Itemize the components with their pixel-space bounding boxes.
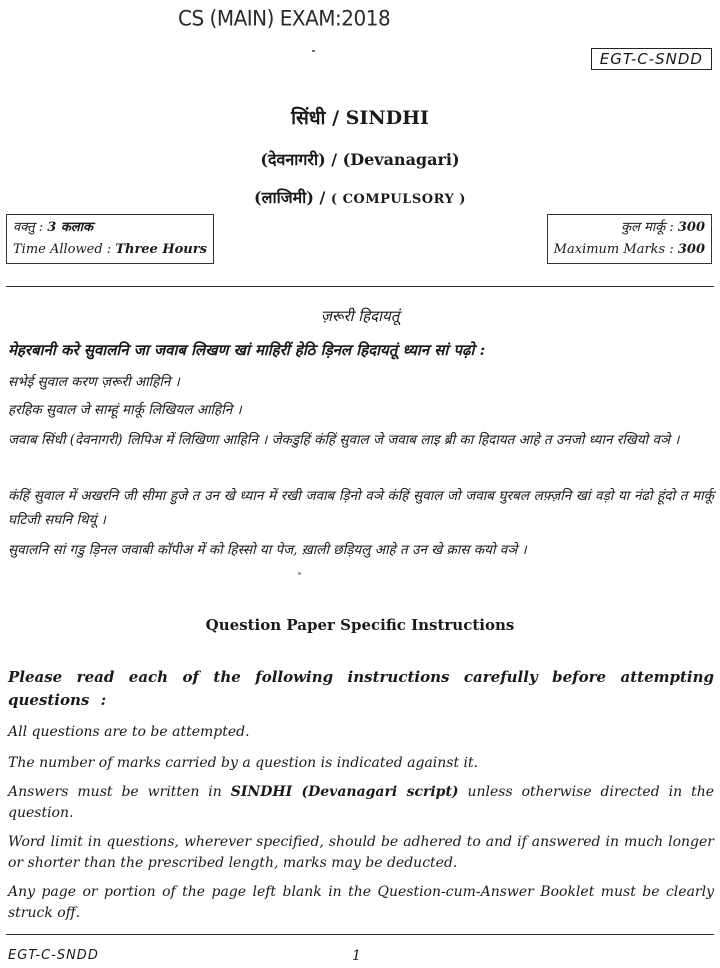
footer-paper-code: EGT-C-SNDD [8, 948, 99, 963]
hindi-instructions-heading: ज़रूरी हिदायतूं [320, 307, 400, 325]
english-instruction-2: The number of marks carried by a question is indicated against it. [8, 755, 479, 771]
english-instruction-3: Answers must be written in SINDHI (Devanagari script) unless otherwise directed in the question. [8, 784, 715, 821]
marks-en: Maximum Marks : 300 [553, 242, 705, 257]
script-subtitle: (देवनागरी) / (Devanagari) [260, 150, 460, 169]
english-instruction-5: Any page or portion of the page left blank in the Question-cum-Answer Booklet must be clearly struck off. [8, 884, 714, 921]
hindi-instruction-3: जवाब सिंधी (देवनागरी) लिपिअ में लिखिणा आहिनि । जेकडुहिं कंहिं सुवाल जे जवाब लाइ ब्री का हिदायत आहे त उनजो ध्यान रखियो वञे । [8, 432, 680, 448]
hindi-instruction-4: कंहिं सुवाल में अखरनि जी सीमा हुजे त उन खे ध्यान में रखी जवाब ड़िनो वञे कंहिं सुवाल जो जवाब घुरबल लफ़्ज़नि खां वड़ो या नंढो हूंदो त मार्कू घटिजी सघनि थियूं । [8, 488, 714, 528]
english-instructions-heading: Question Paper Specific Instructions [205, 616, 515, 634]
maximum-marks-box [547, 214, 712, 264]
compulsory-en: ( COMPULSORY ) [330, 192, 466, 207]
hindi-instruction-5: सुवालनि सां गडु ड़िनल जवाबी कॉपीअ में को हिस्सो या पेज, ख़ाली छड़ियलु आहे त उन खे क्रास कयो वञे । [8, 542, 527, 558]
hindi-instructions-lead: मेहरबानी करे सुवालनि जा जवाब लिखण खां माहिरीं हेठि ड़िनल हिदायतूं ध्यान सां पढ़ो : [8, 341, 486, 359]
scan-speck [298, 572, 301, 575]
compulsory-subtitle [0, 186, 720, 208]
scan-speck [312, 50, 315, 52]
hindi-instruction-1: सभेई सुवाल करण ज़रूरी आहिनि । [8, 374, 180, 390]
english-instructions-lead: Please read each of the following instructions carefully before attempting questions : [8, 668, 714, 709]
top-divider [6, 286, 714, 287]
subject-title: सिंधी / SINDHI [291, 107, 429, 129]
time-hi: वक्तु : 3 कलाक [13, 220, 93, 235]
english-instruction-1: All questions are to be attempted. [8, 724, 250, 740]
bottom-divider [6, 934, 714, 935]
hindi-instruction-2: हरहिक सुवाल जे साम्हूं मार्कू लिखियल आहिनि । [8, 402, 242, 418]
page-number: 1 [352, 948, 361, 964]
exam-stamp: CS (MAIN) EXAM:2018 [178, 5, 391, 31]
compulsory-hi: (लाजिमी) / [254, 188, 326, 207]
marks-hi: कुल मार्कू : 300 [621, 220, 705, 235]
time-en: Time Allowed : Three Hours [13, 242, 207, 257]
time-allowed-box [6, 214, 214, 264]
english-instruction-4: Word limit in questions, wherever specified, should be adhered to and if answered in much longer or shorter than the prescribed length, marks may be deducted. [8, 834, 714, 871]
paper-code-box: EGT-C-SNDD [591, 48, 712, 70]
